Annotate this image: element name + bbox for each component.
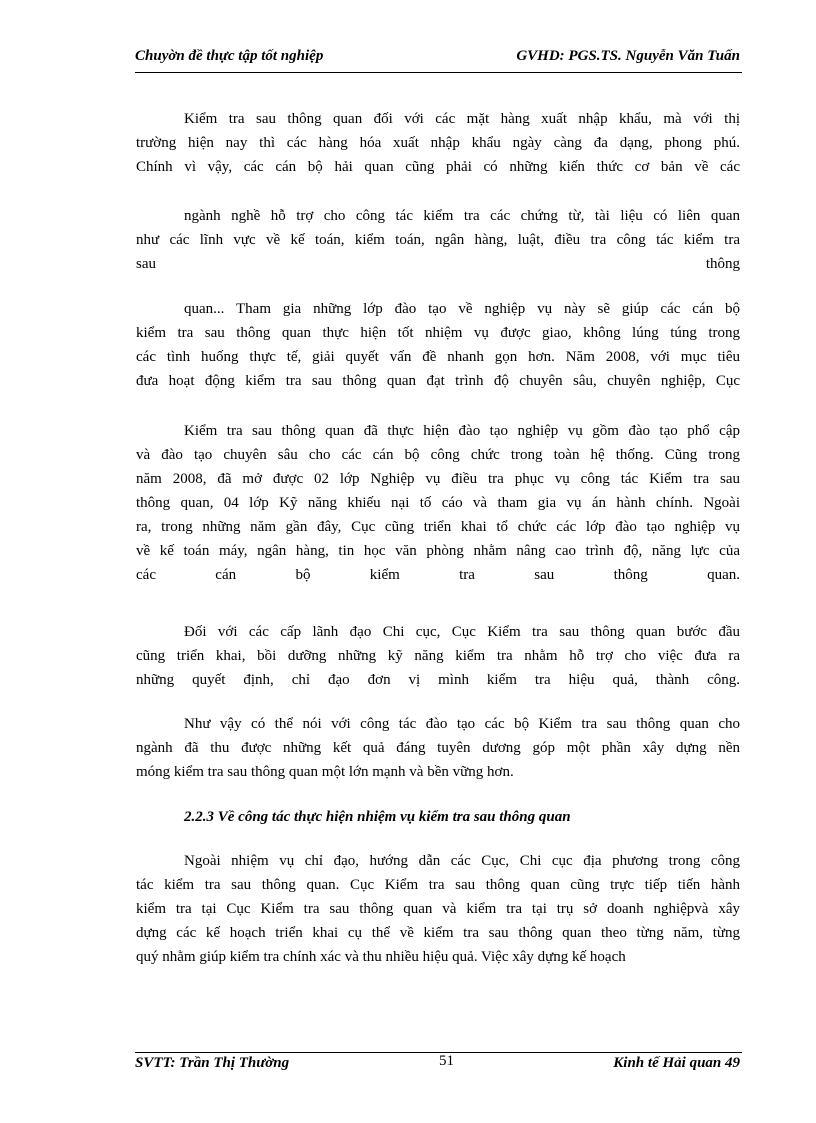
line — [136, 252, 740, 276]
header-divider — [135, 72, 742, 73]
line: năm 2008, đã mở được 02 lớp Nghiệp vụ điều tra phục vụ công tác Kiểm tra sau — [136, 471, 740, 487]
line: về kế toán máy, ngân hàng, tin học văn phòng nhằm nâng cao trình độ, năng lực của — [136, 543, 740, 559]
line: như các lĩnh vực về kế toán, kiểm toán, ngân hàng, luật, điều tra công tác kiểm tra — [136, 232, 740, 248]
line: quý nhằm giúp kiểm tra chính xác và thu nhiều hiệu quả. Việc xây dựng kế hoạch — [136, 949, 626, 965]
page-footer — [135, 1055, 740, 1077]
line: kiểm tra sau thông quan thực hiện tốt nhiệm vụ được giao, không lúng túng trong — [136, 325, 740, 341]
line: kiểm tra tại Cục Kiểm tra sau thông quan và kiểm tra tại trụ sở doanh nghiệpvà xây — [136, 901, 740, 917]
line: Chính vì vậy, các cán bộ hải quan cũng phải có những kiến thức cơ bản về các — [136, 159, 740, 175]
line-end: thông — [705, 256, 740, 272]
paragraph-1 — [136, 107, 740, 179]
paragraph-3 — [136, 297, 740, 393]
header-supervisor: GVHD: PGS.TS. Nguyễn Văn Tuấn — [516, 48, 740, 64]
paragraph-5 — [136, 620, 740, 692]
paragraph-7 — [136, 849, 740, 969]
line: ngành đã thu được những kết quả đáng tuyên dương góp một phần xây dựng nền — [136, 740, 740, 756]
line: và đào tạo chuyên sâu cho các cán bộ công chức trong toàn hệ thống. Cũng trong — [136, 447, 740, 463]
page-number: 51 — [439, 1053, 454, 1069]
line: thông quan, 04 lớp Kỹ năng khiếu nại tố cáo và tham gia vụ án hành chính. Ngoài — [136, 495, 740, 511]
line: Ngoài nhiệm vụ chỉ đạo, hướng dẫn các Cục, Chi cục địa phương trong công — [184, 853, 740, 869]
line: ngành nghề hỗ trợ cho công tác kiểm tra các chứng từ, tài liệu có liên quan — [184, 208, 740, 224]
footer-student: SVTT: Trần Thị Thường — [135, 1055, 290, 1071]
line: ra, trong những năm gần đây, Cục cũng triển khai tổ chức các lớp đào tạo nghiệp vụ — [136, 519, 740, 535]
paragraph-4 — [136, 419, 740, 587]
footer-class: Kinh tế Hải quan 49 — [613, 1055, 740, 1071]
line: quan... Tham gia những lớp đào tạo về nghiệp vụ này sẽ giúp các cán bộ — [184, 301, 740, 317]
line: Như vậy có thể nói với công tác đào tạo các bộ Kiểm tra sau thông quan cho — [184, 716, 740, 732]
line: Kiểm tra sau thông quan đối với các mặt hàng xuất nhập khẩu, mà với thị — [184, 111, 740, 127]
line: đưa hoạt động kiểm tra sau thông quan đạt trình độ chuyên sâu, chuyên nghiệp, Cục — [136, 373, 740, 389]
line: Kiểm tra sau thông quan đã thực hiện đào tạo nghiệp vụ gồm đào tạo phổ cập — [184, 423, 740, 439]
line: móng kiểm tra sau thông quan một lớn mạnh và bền vững hơn. — [136, 764, 514, 780]
line: cũng triển khai, bồi dưỡng những kỹ năng kiểm tra nhằm hỗ trợ cho việc đưa ra — [136, 648, 740, 664]
header-title: Chuyờn đề thực tập tốt nghiệp — [135, 48, 324, 64]
line: những quyết định, chỉ đạo đơn vị mình kiểm tra hiệu quả, thành công. — [136, 672, 740, 688]
line: dựng các kế hoạch triển khai cụ thể về kiểm tra sau thông quan theo từng năm, từng — [136, 925, 740, 941]
page-header — [135, 48, 740, 70]
line: tác kiểm tra sau thông quan. Cục Kiểm tra sau thông quan cũng trực tiếp tiến hành — [136, 877, 740, 893]
section-heading: 2.2.3 Về công tác thực hiện nhiệm vụ kiểm tra sau thông quan — [184, 809, 571, 825]
line: Đối với các cấp lãnh đạo Chi cục, Cục Kiểm tra sau thông quan bước đầu — [184, 624, 740, 640]
line: các cán bộ kiểm tra sau thông quan. — [136, 567, 740, 583]
line-start: sau — [136, 256, 156, 272]
line: trường hiện nay thì các hàng hóa xuất nhập khẩu ngày càng đa dạng, phong phú. — [136, 135, 740, 151]
line: các tình huống thực tế, giải quyết vấn đề nhanh gọn hơn. Năm 2008, với mục tiêu — [136, 349, 740, 365]
paragraph-2 — [136, 204, 740, 276]
paragraph-6 — [136, 712, 740, 784]
